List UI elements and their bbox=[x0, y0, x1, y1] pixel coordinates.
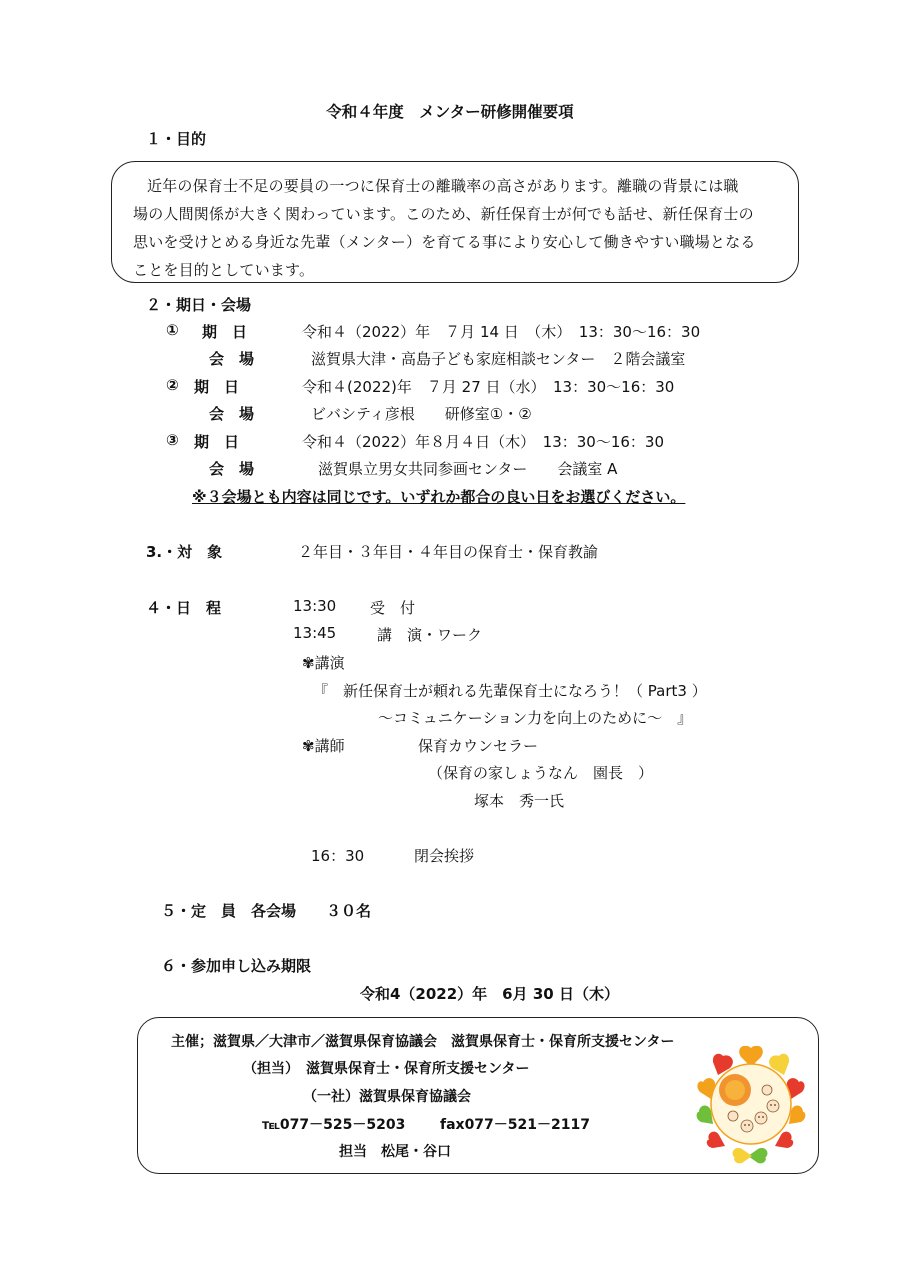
lecture-label: ✾講演 bbox=[302, 654, 345, 672]
purpose-heading: １・目的 bbox=[146, 130, 207, 148]
organizers: 主催；滋賀県／大津市／滋賀県保育協議会 滋賀県保育士・保育所支援センター bbox=[171, 1034, 675, 1050]
purpose-line: 場の人間関係が大きく関わっています。このため、新任保育士が何でも話せ、新任保育士の bbox=[133, 205, 754, 223]
session-date: 令和４（2022）年 ７月 14 日 （木） 13：30～16：30 bbox=[302, 323, 701, 341]
date-label: 期 日 bbox=[202, 323, 248, 341]
session-venue: 滋賀県立男女共同参画センター 会議室 A bbox=[318, 460, 618, 478]
tel: ℡077－525－5203 bbox=[262, 1117, 406, 1133]
target-heading: 3.・対 象 bbox=[146, 543, 223, 561]
fax: fax077－521－2117 bbox=[440, 1117, 590, 1133]
venue-label: 会 場 bbox=[209, 350, 255, 368]
lecturer-label: ✾講師 bbox=[302, 737, 345, 755]
purpose-line: ことを目的としています。 bbox=[133, 261, 315, 279]
capacity-text: ５・定 員 各会場 ３０名 bbox=[161, 902, 372, 920]
venue-label: 会 場 bbox=[209, 460, 255, 478]
session-number: ② bbox=[166, 376, 179, 394]
venues-note: ※３会場とも内容は同じです。いずれか都合の良い日をお選びください。 bbox=[192, 488, 686, 506]
session-venue: 滋賀県大津・高島子ども家庭相談センター ２階会議室 bbox=[311, 350, 686, 368]
session-number: ③ bbox=[166, 431, 179, 449]
schedule-heading: ４・日 程 bbox=[146, 599, 222, 617]
logo-sun-core bbox=[725, 1080, 745, 1100]
hearts-wreath-logo-icon bbox=[691, 1046, 811, 1164]
session-date: 令和４(2022)年 ７月 27 日（水） 13：30～16：30 bbox=[302, 378, 675, 396]
session-number: ① bbox=[166, 321, 179, 339]
lecture-title: 『 新任保育士が頼れる先輩保育士になろう！（ Part3 ） bbox=[313, 682, 707, 700]
lecture-subtitle: ～コミュニケーション力を向上のために～ 』 bbox=[378, 709, 693, 727]
schedule-time: 13:30 bbox=[293, 597, 337, 615]
schedule-label: 受 付 bbox=[370, 599, 416, 617]
purpose-line: 思いを受けとめる身近な先輩（メンター）を育てる事により安心して働きやすい職場となる bbox=[133, 233, 756, 251]
lecturer-role: 保育カウンセラー bbox=[418, 737, 539, 755]
session-date: 令和４（2022）年８月４日（木） 13：30～16：30 bbox=[302, 433, 665, 451]
purpose-text bbox=[133, 172, 793, 284]
deadline-date: 令和4（2022）年 6月 30 日（木） bbox=[360, 985, 619, 1003]
closing-label: 閉会挨拶 bbox=[414, 847, 475, 865]
session-venue: ビバシティ彦根 研修室①・② bbox=[311, 405, 532, 423]
contact: 担当 松尾・谷口 bbox=[339, 1144, 451, 1160]
page-title: 令和４年度 メンター研修開催要項 bbox=[326, 103, 574, 121]
lecturer-name: 塚本 秀一氏 bbox=[474, 792, 565, 810]
schedule-time: 13:45 bbox=[293, 624, 337, 642]
target-value: ２年目・３年目・４年目の保育士・保育教諭 bbox=[298, 543, 599, 561]
deadline-heading: ６・参加申し込み期限 bbox=[161, 957, 312, 975]
purpose-line: 近年の保育士不足の要員の一つに保育士の離職率の高さがあります。離職の背景には職 bbox=[147, 177, 739, 195]
venue-label: 会 場 bbox=[209, 405, 255, 423]
dates-heading: ２・期日・会場 bbox=[146, 296, 252, 314]
lecturer-affiliation: （保育の家しょうなん 園長 ） bbox=[428, 764, 654, 782]
date-label: 期 日 bbox=[194, 433, 240, 451]
closing-time: 16：30 bbox=[311, 847, 365, 865]
association: （一社）滋賀県保育協議会 bbox=[303, 1089, 471, 1105]
date-label: 期 日 bbox=[194, 378, 240, 396]
schedule-label: 講 演・ワーク bbox=[377, 626, 483, 644]
in-charge: （担当） 滋賀県保育士・保育所支援センター bbox=[243, 1061, 530, 1077]
